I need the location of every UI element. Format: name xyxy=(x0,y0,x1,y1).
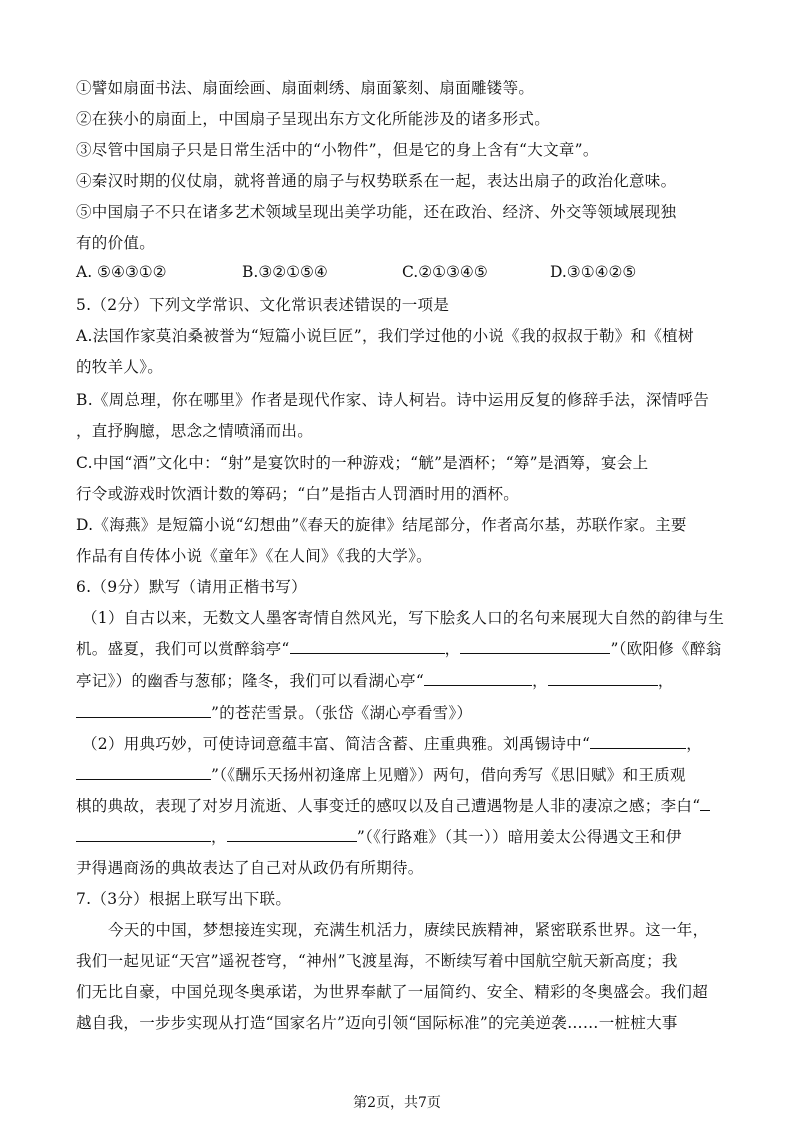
q4-item-1: ①譬如扇面书法、扇面绘画、扇面刺绣、扇面篆刻、扇面雕镂等。 xyxy=(76,79,535,97)
q4-option-c: C.②①③④⑤ xyxy=(402,263,488,281)
q6-part2-line3 xyxy=(76,796,726,816)
q4-option-b: B.③②①⑤④ xyxy=(242,263,328,281)
q7-passage-line4: 越自我，一步步实现从打造“国家名片”迈向引领“国际标准”的完美逆袭……一桩桩大事 xyxy=(76,1014,678,1032)
answer-blank[interactable] xyxy=(76,827,211,842)
q6-text: 亭记》）的幽香与葱郁；隆冬，我们可以看湖心亭“ xyxy=(76,672,425,690)
answer-blank[interactable] xyxy=(590,734,686,749)
q6-part2-line1 xyxy=(82,734,732,754)
q6-text: ， xyxy=(657,672,674,690)
q7-passage-line1: 今天的中国，梦想接连实现，充满生机活力，赓续民族精神，紧密联系世界。这一年， xyxy=(108,921,709,939)
answer-blank[interactable] xyxy=(700,796,710,811)
q6-part1-line2 xyxy=(76,639,726,659)
answer-blank[interactable] xyxy=(227,827,357,842)
q6-text: ， xyxy=(211,828,227,846)
q4-item-4: ④秦汉时期的仪仗扇，就将普通的扇子与权势联系在一起，表达出扇子的政治化意味。 xyxy=(76,172,677,190)
q4-item-5: ⑤中国扇子不只在诸多艺术领域呈现出美学功能，还在政治、经济、外交等领域展现独 xyxy=(76,203,677,221)
q4-item-5-cont: 有的价值。 xyxy=(76,234,156,252)
q6-text: ”（欧阳修《醉翁 xyxy=(610,640,722,658)
q6-text: ”的苍茫雪景。（张岱《湖心亭看雪》） xyxy=(211,704,473,722)
q6-text: （2）用典巧妙，可使诗词意蕴丰富、简洁含蓄、庄重典雅。刘禹锡诗中“ xyxy=(82,735,591,753)
q4-option-d: D.③①④②⑤ xyxy=(550,263,637,281)
answer-blank[interactable] xyxy=(76,703,211,718)
q6-text: ”（《行路难》（其一））暗用姜太公得遇文王和伊 xyxy=(356,828,682,846)
q6-part2-line2 xyxy=(76,765,726,785)
answer-blank[interactable] xyxy=(76,765,211,780)
q6-text: 棋的典故，表现了对岁月流逝、人事变迁的感叹以及自己遭遇物是人非的凄凉之感；李白“ xyxy=(76,797,701,815)
q6-text: ， xyxy=(686,735,703,753)
q6-text: 机。盛夏，我们可以赏醉翁亭“ xyxy=(76,640,290,658)
answer-blank[interactable] xyxy=(290,639,445,654)
q4-option-a: A. ⑤④③①② xyxy=(76,263,167,281)
answer-blank[interactable] xyxy=(548,671,658,686)
answer-blank[interactable] xyxy=(460,639,610,654)
q6-text: ”（《酬乐天扬州初逢席上见赠》）两句，借向秀写《思旧赋》和王质观 xyxy=(211,766,686,784)
q6-text: ， xyxy=(532,672,548,690)
q5-option-a-cont: 的牧羊人》。 xyxy=(76,358,164,376)
q4-item-3: ③尽管中国扇子只是日常生活中的“小物件”，但是它的身上含有“大文章”。 xyxy=(76,141,599,159)
q5-option-a: A.法国作家莫泊桑被誉为“短篇小说巨匠”，我们学过他的小说《我的叔叔于勒》和《植树 xyxy=(76,327,694,345)
q4-options xyxy=(76,262,726,282)
page-number: 第2页，共7页 xyxy=(353,1095,441,1111)
q6-stem: 6.（9分）默写（请用正楷书写） xyxy=(76,578,307,596)
q5-option-d: D.《海燕》是短篇小说“幻想曲”《春天的旋律》结尾部分，作者高尔基，苏联作家。主要 xyxy=(76,516,687,534)
q7-stem: 7.（3分）根据上联写出下联。 xyxy=(76,890,292,908)
q6-part2-line5: 尹得遇商汤的典故表达了自己对从政仍有所期待。 xyxy=(76,859,424,877)
q5-option-c: C.中国“酒”文化中：“射”是宴饮时的一种游戏；“觥”是酒杯；“筹”是酒筹，宴会上 xyxy=(76,454,649,472)
q5-option-b: B.《周总理，你在哪里》作者是现代作家、诗人柯岩。诗中运用反复的修辞手法，深情呼告 xyxy=(76,391,710,409)
q6-part1-line4 xyxy=(76,703,726,723)
q6-part1-line1: （1）自古以来，无数文人墨客寄情自然风光，写下脍炙人口的名句来展现大自然的韵律与生 xyxy=(82,609,725,627)
q7-passage-line2: 我们一起见证“天宫”遥祝苍穹，“神州”飞渡星海，不断续写着中国航空航天新高度；我 xyxy=(76,952,678,970)
q4-item-2: ②在狭小的扇面上，中国扇子呈现出东方文化所能涉及的诸多形式。 xyxy=(76,110,551,128)
q6-part1-line3 xyxy=(76,671,726,691)
q6-text: ， xyxy=(444,640,461,658)
q6-part2-line4 xyxy=(76,827,726,847)
q5-option-d-cont: 作品有自传体小说《童年》《在人间》《我的大学》。 xyxy=(76,547,432,565)
answer-blank[interactable] xyxy=(424,671,532,686)
q5-option-b-cont: ，直抒胸臆，思念之情喷涌而出。 xyxy=(76,422,314,440)
q5-option-c-cont: 行令或游戏时饮酒计数的筹码；“白”是指古人罚酒时用的酒杯。 xyxy=(76,485,520,503)
q5-stem: 5.（2分）下列文学常识、文化常识表述错误的一项是 xyxy=(76,296,450,314)
q7-passage-line3: 们无比自豪，中国兑现冬奥承诺，为世界奉献了一届简约、安全、精彩的冬奥盛会。我们超 xyxy=(76,983,709,1001)
